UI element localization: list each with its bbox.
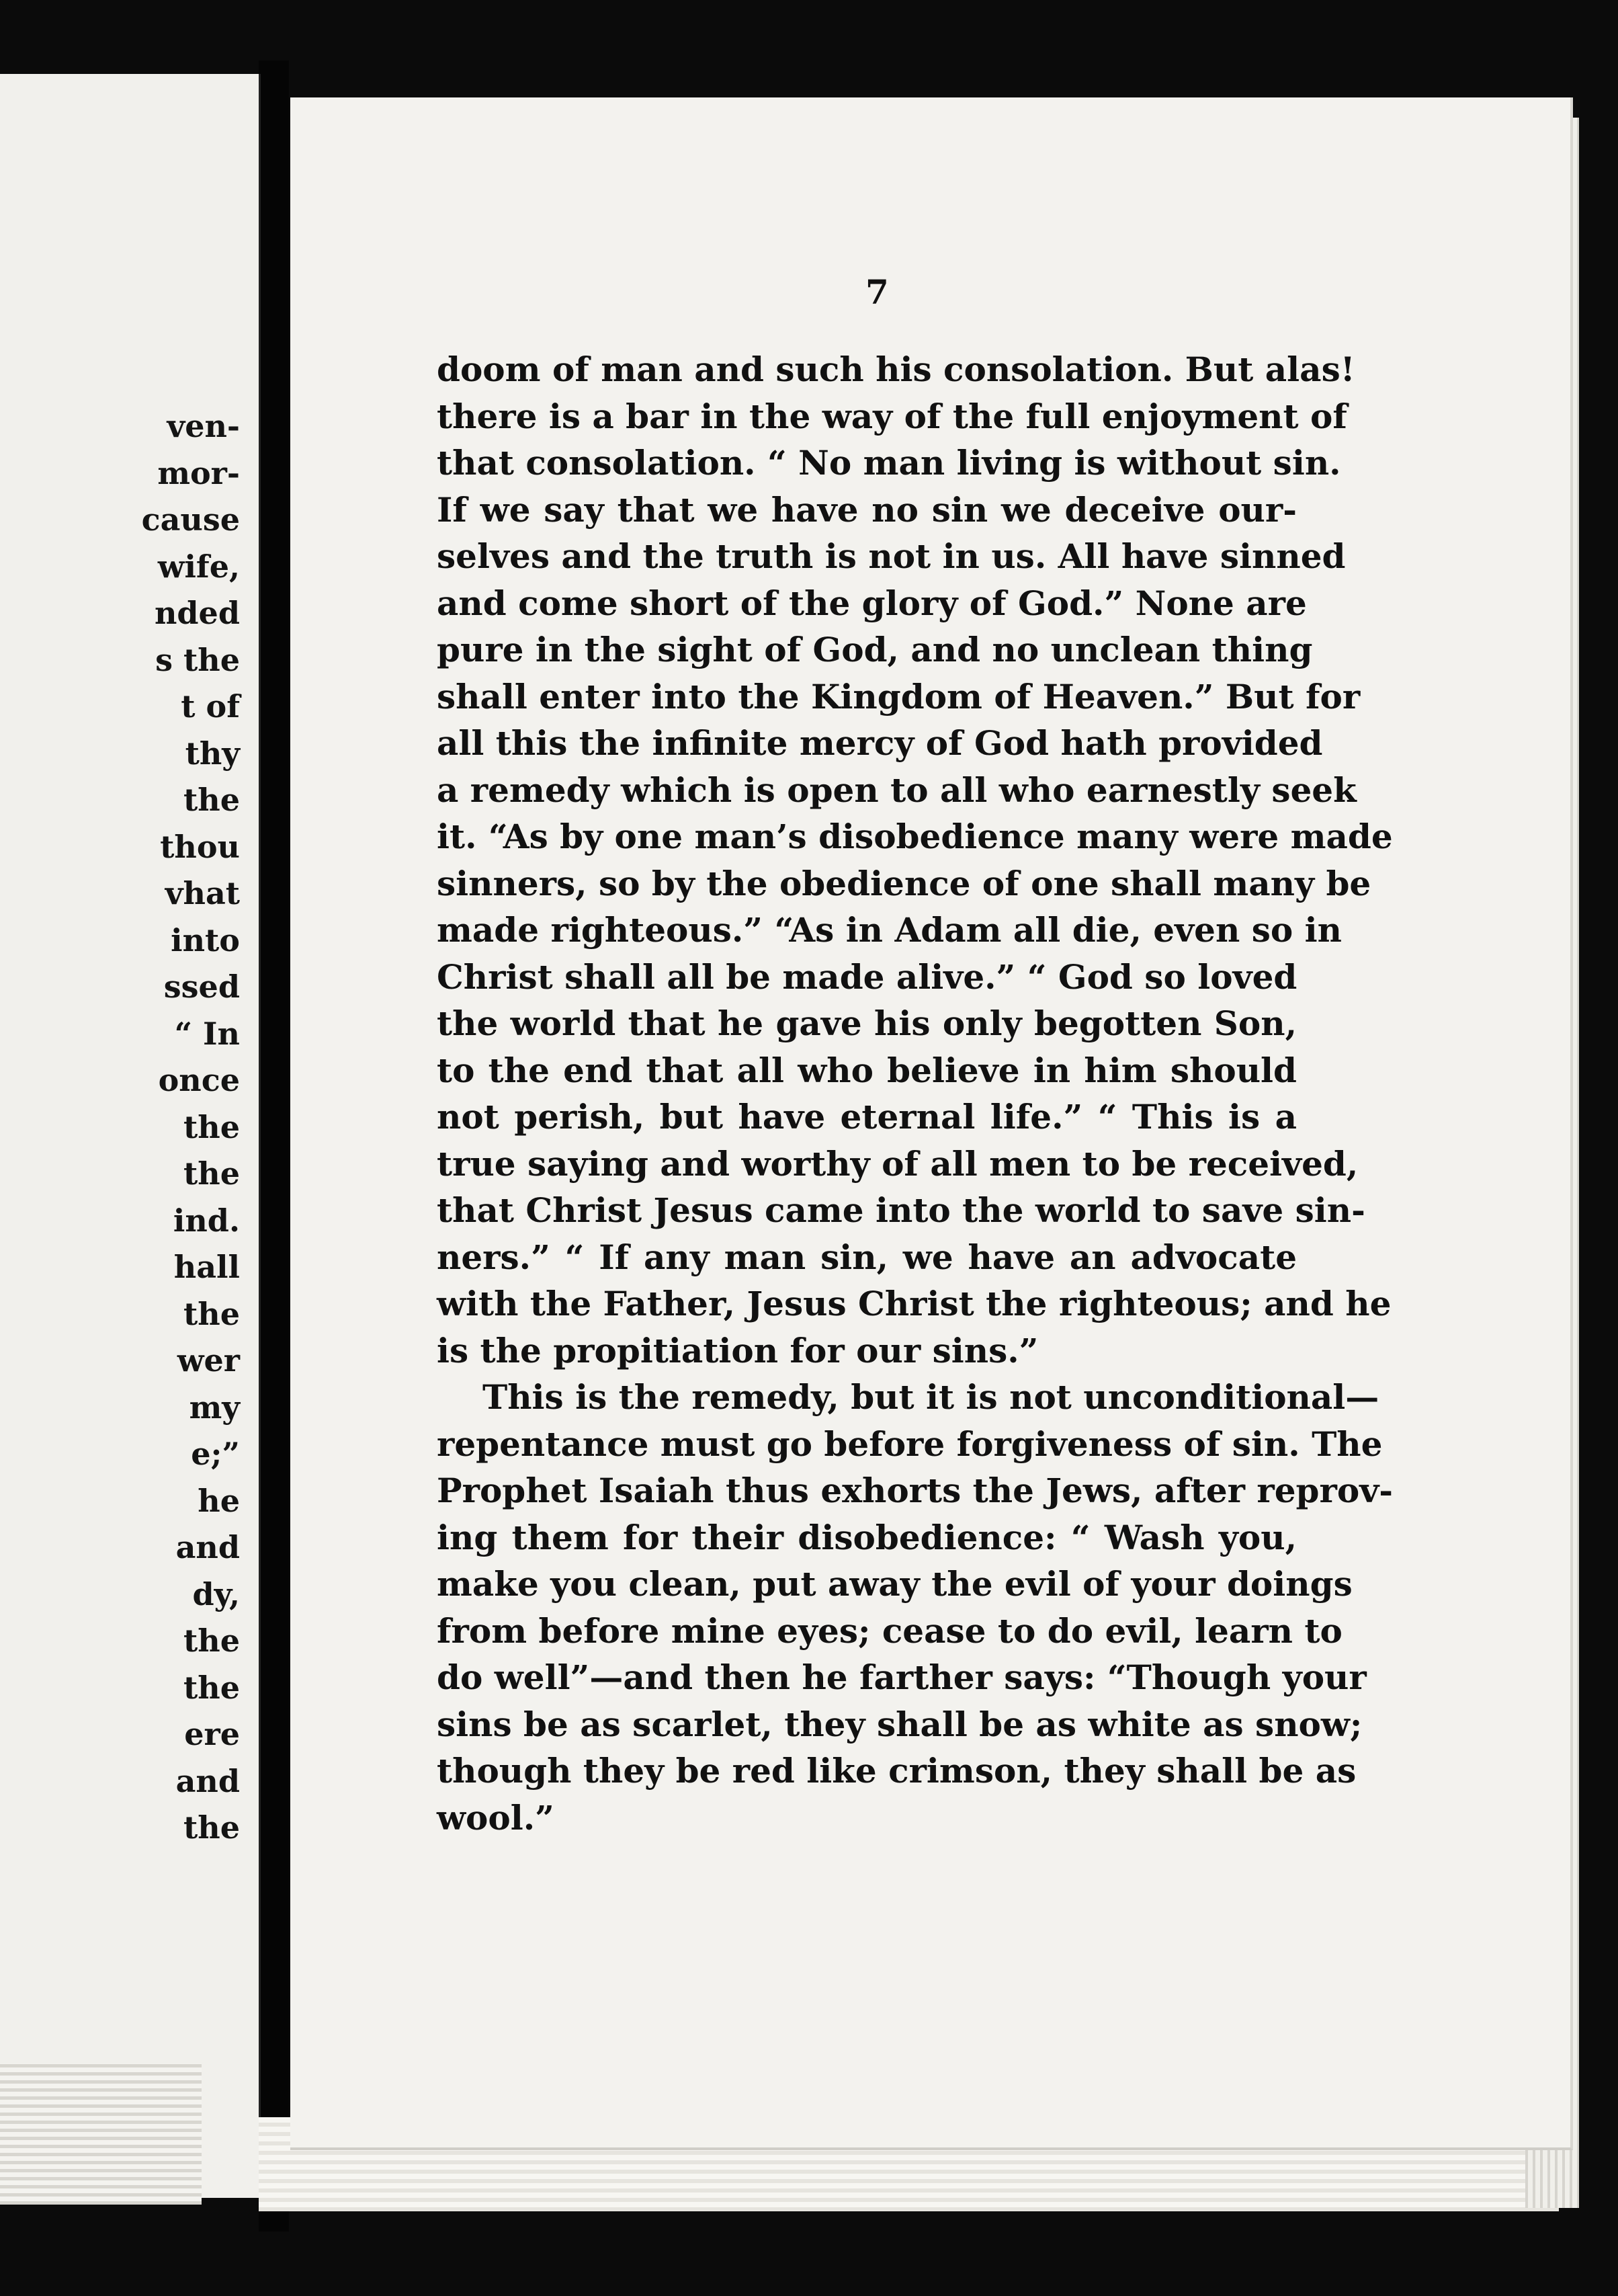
text-line: made righteous.” “As in Adam all die, even so in: [437, 910, 1342, 950]
left-page-line: wer: [177, 1342, 240, 1379]
text-line: pure in the sight of God, and no unclean thing: [437, 630, 1313, 669]
left-page-line: thy: [185, 735, 240, 772]
body-text: [437, 346, 1393, 1841]
text-line: selves and the truth is not in us. All have sinned: [437, 536, 1346, 576]
left-page-text: [142, 403, 240, 1852]
book-gutter: [259, 60, 289, 2231]
left-page-line: into: [171, 921, 240, 958]
paragraph: [437, 346, 1393, 1374]
left-page-line: the: [183, 1623, 240, 1659]
left-page-line: mor-: [157, 454, 240, 491]
left-page-line: e;”: [191, 1436, 240, 1472]
text-line: make you clean, put away the evil of your doings: [437, 1564, 1353, 1604]
left-page-line: once: [158, 1062, 240, 1098]
left-page-line: the: [183, 1108, 240, 1145]
text-line: a remedy which is open to all who earnestly seek: [437, 770, 1357, 810]
text-line: true saying and worthy of all men to be received,: [437, 1143, 1359, 1184]
text-line: with the Father, Jesus Christ the righteous; and he: [437, 1284, 1392, 1323]
text-line: ing them for their disobedience: “ Wash you,: [437, 1517, 1297, 1557]
left-page-line: and: [175, 1529, 240, 1565]
left-page-line: dy,: [192, 1575, 240, 1612]
text-line: to the end that all who believe in him should: [437, 1050, 1297, 1090]
left-page-line: ind.: [173, 1202, 240, 1239]
left-page-line: “ In: [174, 1015, 240, 1052]
left-page-line: the: [183, 1295, 240, 1332]
left-page-line: the: [183, 782, 240, 818]
text-line: sinners, so by the obedience of one shall many be: [437, 863, 1371, 903]
left-page-line: ven-: [167, 408, 240, 444]
left-page-line: s the: [155, 641, 240, 678]
left-page-line: ere: [184, 1716, 240, 1752]
left-page: [0, 74, 261, 2198]
left-page-line: thou: [160, 828, 240, 865]
left-page-line: hall: [173, 1249, 240, 1285]
left-page-line: ssed: [163, 969, 240, 1005]
text-line: is the propitiation for our sins.”: [437, 1330, 1039, 1370]
left-page-line: vhat: [165, 875, 240, 911]
text-line: ners.” “ If any man sin, we have an advocate: [437, 1237, 1297, 1277]
text-line: If we say that we have no sin we deceive our-: [437, 489, 1297, 530]
text-line: repentance must go before forgiveness of sin. The: [437, 1424, 1383, 1464]
text-line: doom of man and such his consolation. But alas!: [437, 350, 1355, 389]
left-page-line: cause: [141, 501, 240, 538]
text-line: all this the infinite mercy of God hath provided: [437, 723, 1323, 763]
left-page-line: wife,: [157, 548, 240, 585]
left-page-line: the: [183, 1155, 240, 1192]
text-line: from before mine eyes; cease to do evil, learn to: [437, 1610, 1343, 1651]
left-page-line: the: [183, 1669, 240, 1706]
text-line: do well”—and then he farther says: “Though your: [437, 1657, 1367, 1697]
text-line: Prophet Isaiah thus exhorts the Jews, after reprov-: [437, 1471, 1393, 1510]
left-page-line: he: [198, 1482, 240, 1519]
text-line: that consolation. “ No man living is without sin.: [437, 443, 1341, 483]
text-line: and come short of the glory of God.” None are: [437, 583, 1307, 623]
left-page-line: nded: [154, 595, 240, 631]
left-page-edges: [0, 2063, 202, 2205]
page-number: 7: [865, 272, 889, 312]
text-line: This is the remedy, but it is not unconditional—: [482, 1377, 1379, 1417]
text-line: there is a bar in the way of the full enjoyment of: [437, 396, 1347, 436]
text-line: Christ shall all be made alive.” “ God so loved: [437, 956, 1297, 997]
text-line: it. “As by one man’s disobedience many were made: [437, 817, 1393, 856]
text-line: not perish, but have eternal life.” “ This is a: [437, 1097, 1297, 1137]
text-line: sins be as scarlet, they shall be as white as snow;: [437, 1704, 1363, 1744]
left-page-line: the: [183, 1809, 240, 1846]
text-line: shall enter into the Kingdom of Heaven.” But for: [437, 676, 1361, 716]
paragraph: [437, 1374, 1393, 1841]
text-line: that Christ Jesus came into the world to save sin-: [437, 1190, 1365, 1230]
text-line: the world that he gave his only begotten Son,: [437, 1003, 1297, 1043]
text-line: though they be red like crimson, they shall be as: [437, 1751, 1357, 1791]
left-page-line: and: [175, 1762, 240, 1799]
text-line: wool.”: [437, 1797, 554, 1838]
left-page-line: t of: [181, 688, 240, 725]
left-page-line: my: [189, 1389, 240, 1426]
